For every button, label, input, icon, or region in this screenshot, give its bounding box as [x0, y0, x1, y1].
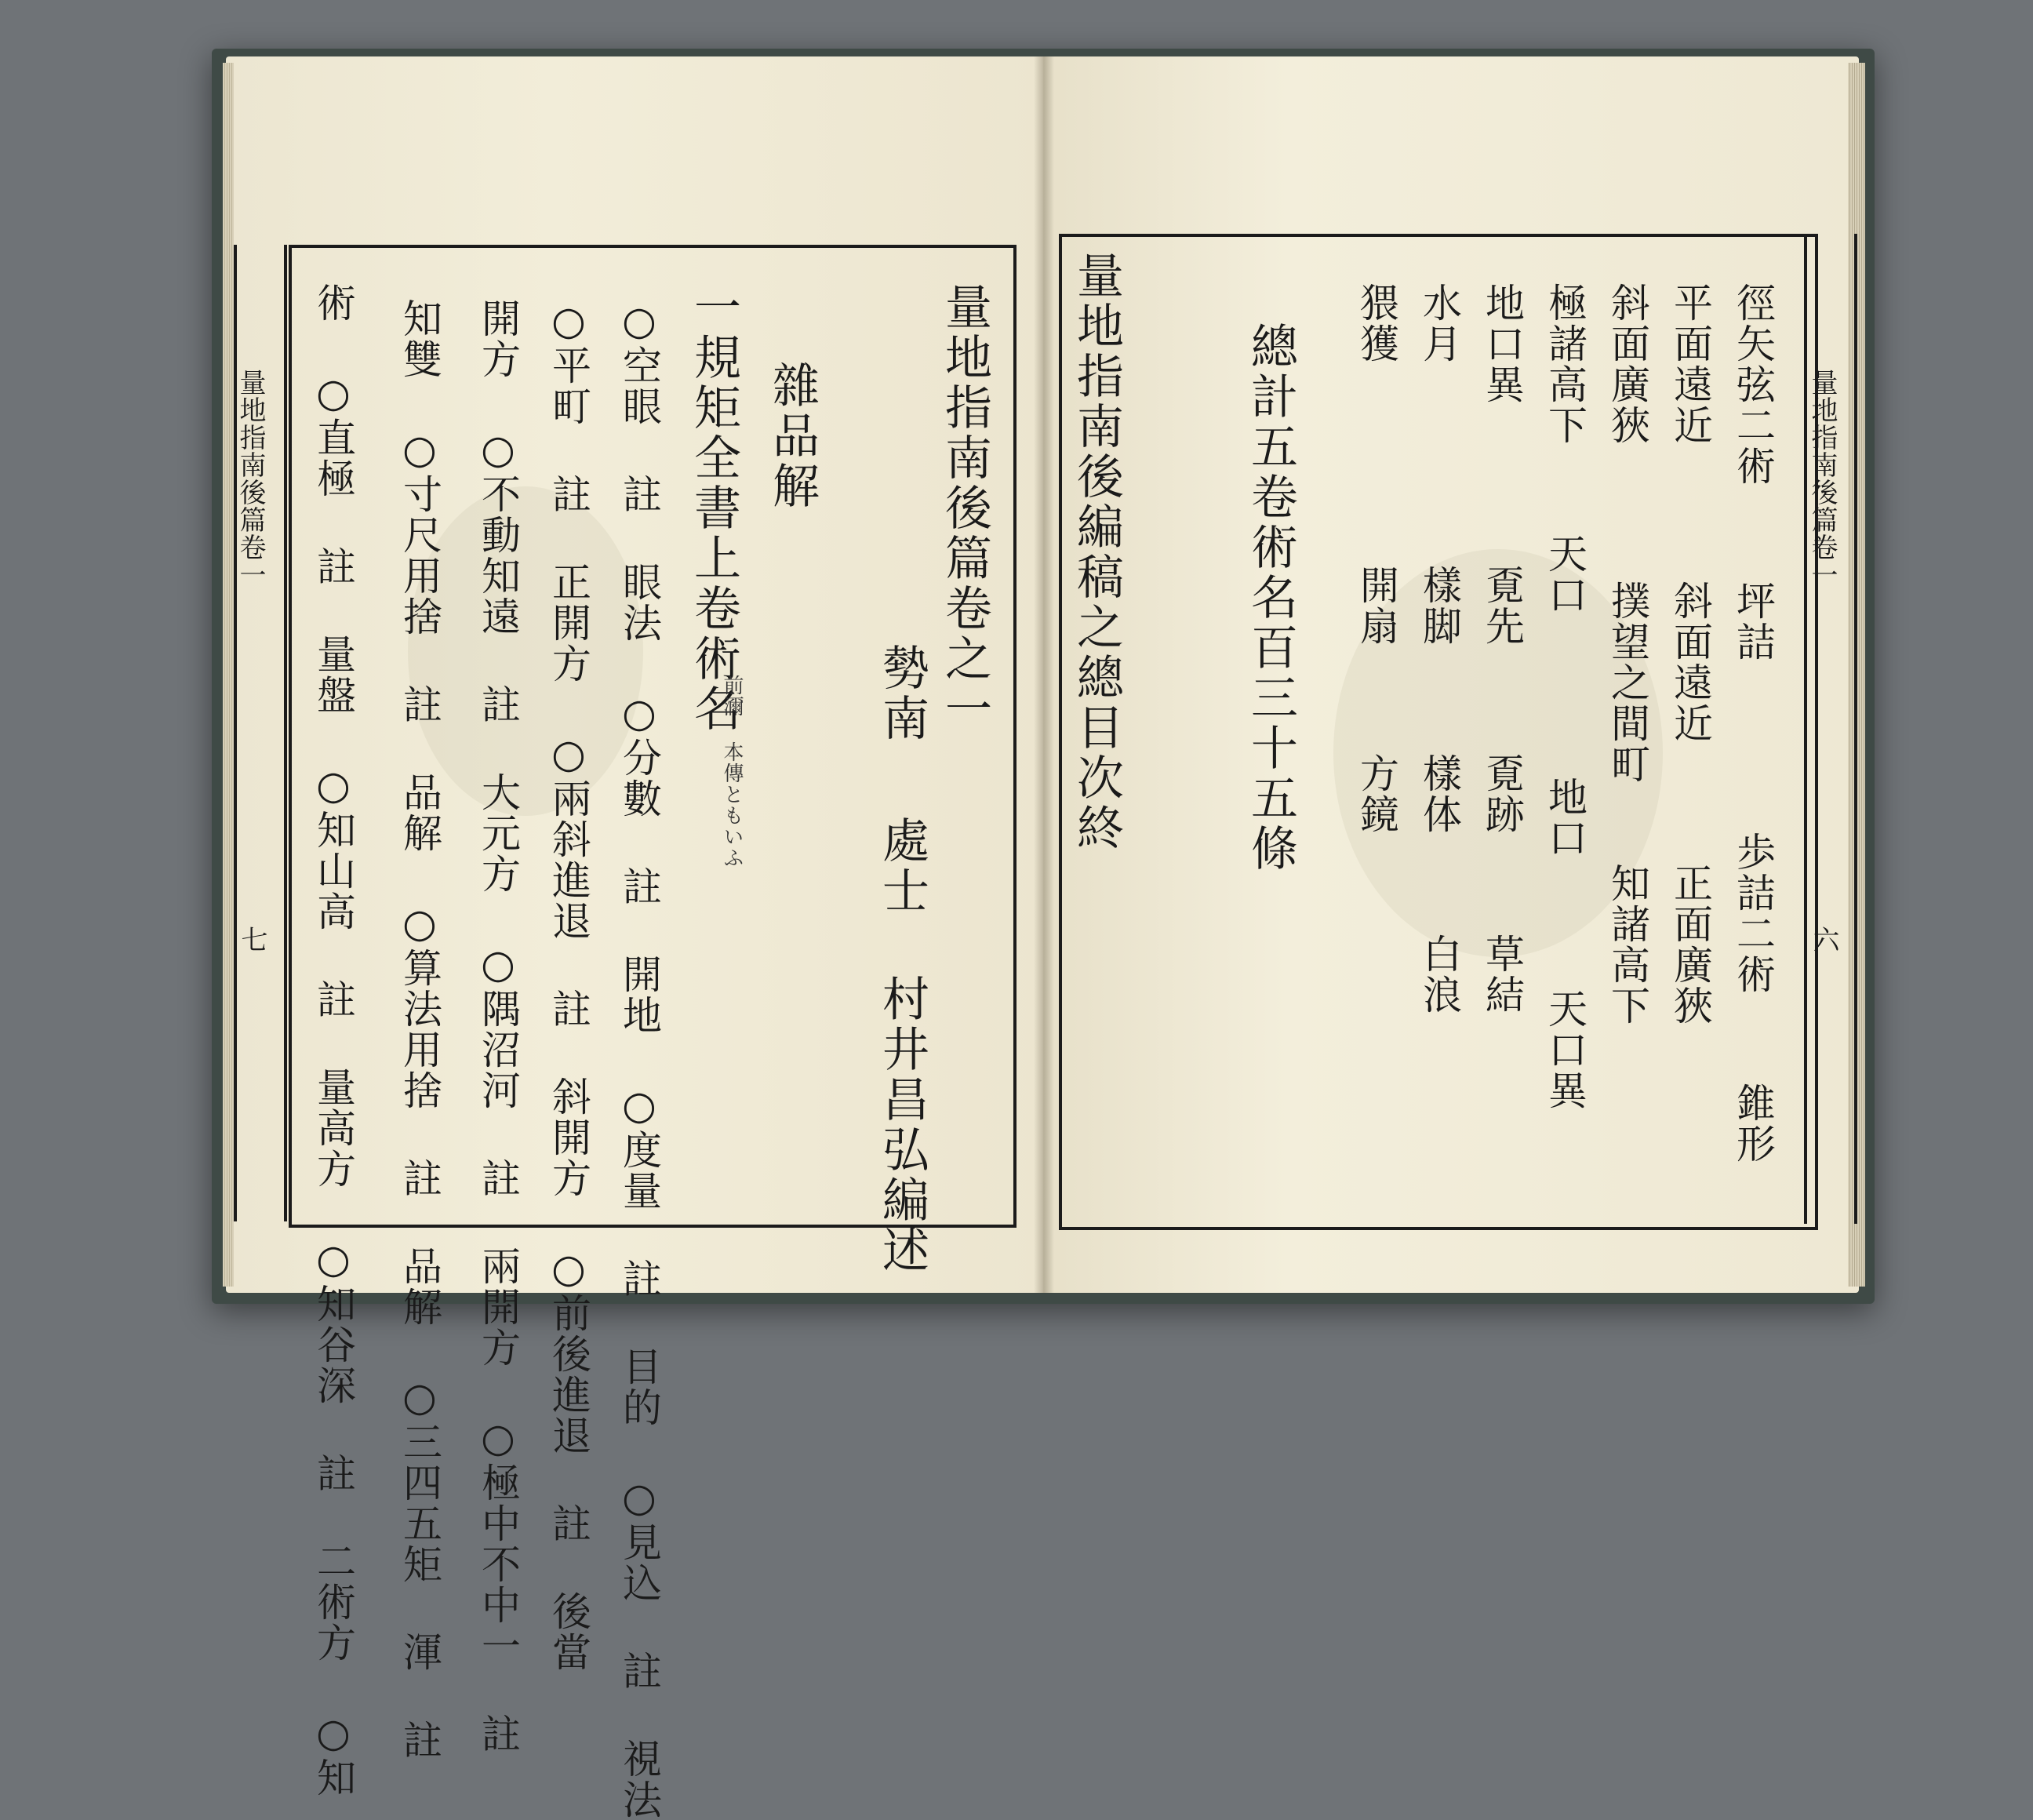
term-item: 正面廣狹	[1667, 863, 1713, 1026]
term-item: 樣脚	[1417, 565, 1462, 646]
page-edges-left	[223, 63, 234, 1287]
term-item: 極諸高下	[1542, 282, 1587, 446]
term-item: 天口異	[1542, 988, 1587, 1111]
book-gutter	[1034, 56, 1054, 1293]
author-name: 處士 村井昌弘編述	[875, 816, 929, 1276]
intro-note: 前濔 本傳ともいふ	[720, 675, 744, 868]
closing-title: 量地指南後編稿之總目次終	[1069, 251, 1124, 854]
intro-line: 一規矩全書上卷術名	[686, 282, 741, 734]
right-hanshin-title: 量地指南後篇卷一	[1806, 369, 1838, 588]
text-column-3: 開方 ○不動知遠 註 大元方 ○隅沼河 註 兩開方 ○極中不中一 註	[475, 298, 521, 1754]
term-item: 覔跡	[1479, 753, 1525, 835]
text-column-4: 知雙 ○寸尺用捨 註 品解 ○算法用捨 註 品解 ○三四五矩 渾 註	[397, 298, 442, 1760]
term-item: 覔先	[1479, 565, 1525, 646]
right-hanshin-folio: 六	[1808, 926, 1839, 953]
term-item: 地口	[1542, 777, 1587, 858]
term-item: 平面遠近	[1667, 282, 1713, 446]
total-count: 總計五卷術名百三十五條	[1243, 322, 1298, 874]
term-item: 水月	[1417, 282, 1462, 364]
text-column-5: 術 ○直極 註 量盤 ○知山高 註 量高方 ○知谷深 註 二術方 ○知	[311, 282, 356, 1798]
term-item: 樣体	[1417, 753, 1462, 835]
term-item: 斜面遠近	[1667, 581, 1713, 744]
term-item: 方鏡	[1354, 753, 1399, 835]
term-item: 徑矢弦二術	[1730, 282, 1776, 486]
author-origin: 勢南	[875, 643, 929, 744]
term-item: 開扇	[1354, 565, 1399, 646]
text-column-1: ○空眼 註 眼法 ○分數 註 開地 ○度量 註 目的 ○見込 註 視法	[616, 298, 662, 1820]
term-item: 撲望之間町	[1605, 581, 1650, 784]
term-item: 知諸高下	[1605, 863, 1650, 1026]
left-hanshin-folio: 七	[236, 926, 267, 953]
term-item: 地口異	[1479, 282, 1525, 405]
volume-title: 量地指南後篇卷之一	[937, 282, 992, 734]
term-item: 天口	[1542, 533, 1587, 615]
term-item: 歩詰二術	[1730, 832, 1776, 995]
text-column-2: ○平町 註 正開方 ○兩斜進退 註 斜開方 ○前後進退 註 後當	[546, 298, 591, 1673]
term-item: 草結	[1479, 934, 1525, 1015]
term-item: 斜面廣狹	[1605, 282, 1650, 446]
term-item: 猥獲	[1354, 282, 1399, 364]
term-item: 坪詰	[1730, 581, 1776, 662]
term-item: 白浪	[1417, 934, 1462, 1015]
term-item: 錐形	[1730, 1083, 1776, 1164]
section-heading: 雜品解	[765, 361, 820, 511]
left-hanshin-title: 量地指南後篇卷一	[235, 369, 266, 588]
